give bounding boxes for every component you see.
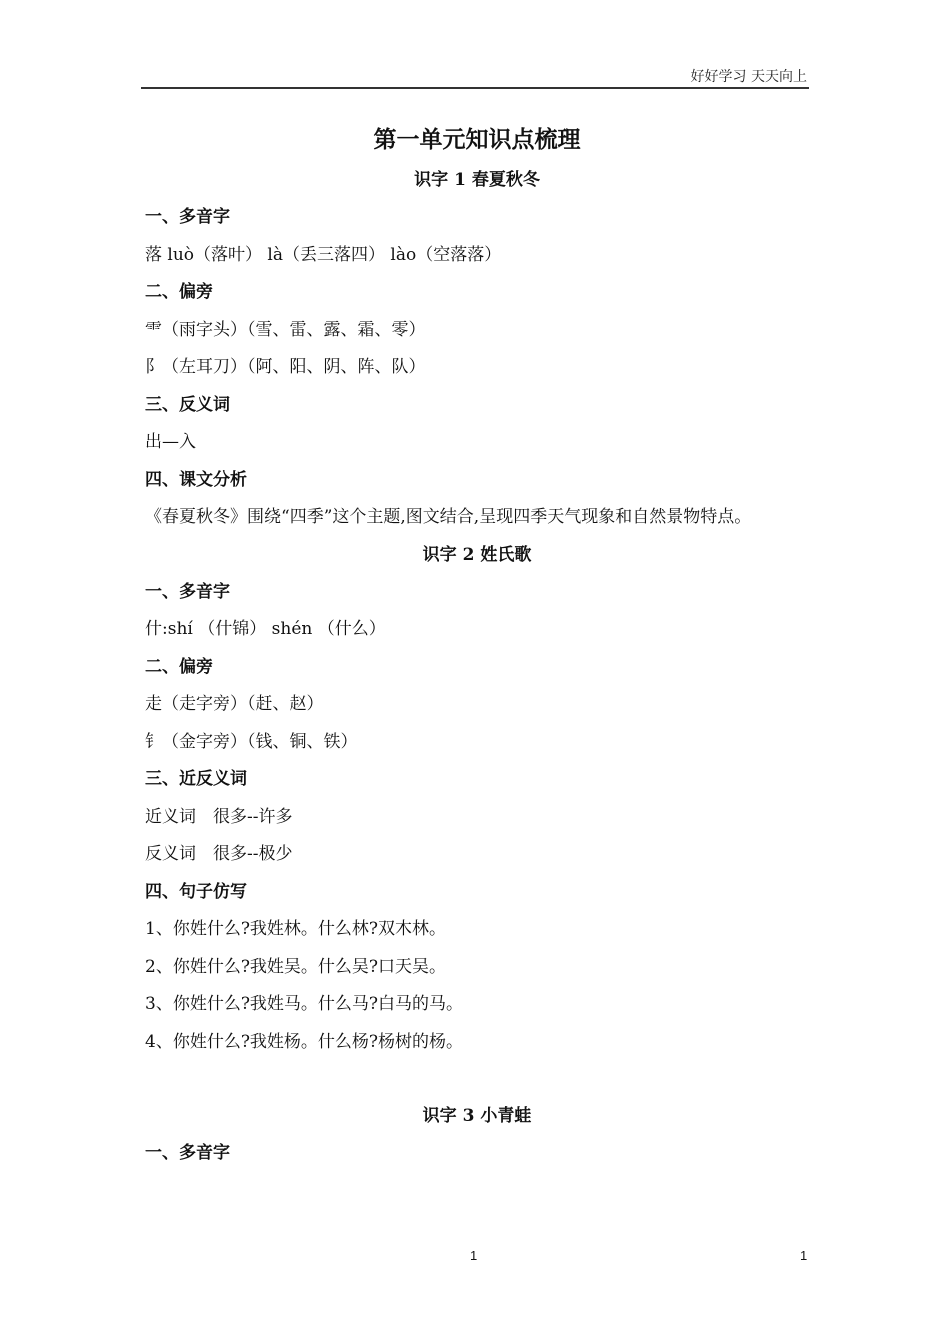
- text-line: ⻗（雨字头）（雪、雷、露、霜、零）: [145, 319, 426, 340]
- subheading: 一、多音字: [145, 581, 230, 602]
- text-line: 出—入: [145, 432, 196, 452]
- section-title: 识字 1 春夏秋冬: [414, 170, 540, 190]
- text-line: 阝（左耳刀）（阿、阳、阴、阵、队）: [145, 357, 426, 377]
- header-rule: [141, 87, 809, 89]
- header-text: 好好学习 天天向上: [690, 69, 807, 85]
- document-body: [145, 118, 809, 1173]
- text-line: 4、你姓什么?我姓杨。什么杨?杨树的杨。: [145, 1031, 464, 1052]
- section-title: 识字 3 小青蛙: [422, 1106, 532, 1126]
- subheading: 四、课文分析: [145, 469, 247, 490]
- paragraph: 《春夏秋冬》围绕“四季”这个主题,图文结合,呈现四季天气现象和自然景物特点。: [145, 507, 752, 527]
- text-line: 落 luò（落叶） là（丢三落四） lào（空落落）: [145, 244, 502, 265]
- text-line: 近义词 很多--许多: [145, 806, 293, 827]
- text-line: 反义词 很多--极少: [145, 844, 293, 864]
- subheading: 二、偏旁: [145, 282, 213, 302]
- text-line: 2、你姓什么?我姓吴。什么吴?口天吴。: [145, 956, 447, 977]
- text-line: 走（走字旁）（赶、赵）: [145, 694, 324, 714]
- text-line: 什:shí （什锦） shén （什么）: [145, 619, 386, 639]
- page-title: 第一单元知识点梳理: [373, 126, 581, 153]
- text-line: 1、你姓什么?我姓林。什么林?双木林。: [145, 919, 447, 939]
- text-line: 3、你姓什么?我姓马。什么马?白马的马。: [145, 994, 464, 1014]
- page-number: 1: [470, 1248, 478, 1263]
- subheading: 三、近反义词: [145, 769, 247, 789]
- text-line: 钅（金字旁）（钱、铜、铁）: [145, 731, 358, 752]
- section-title: 识字 2 姓氏歌: [422, 544, 532, 565]
- subheading: 一、多音字: [145, 1143, 230, 1163]
- subheading: 四、句子仿写: [145, 881, 247, 902]
- subheading: 二、偏旁: [145, 656, 213, 677]
- subheading: 三、反义词: [145, 394, 230, 415]
- blank-line: [145, 1061, 809, 1098]
- page-number-right: 1: [800, 1248, 808, 1263]
- subheading: 一、多音字: [145, 207, 230, 227]
